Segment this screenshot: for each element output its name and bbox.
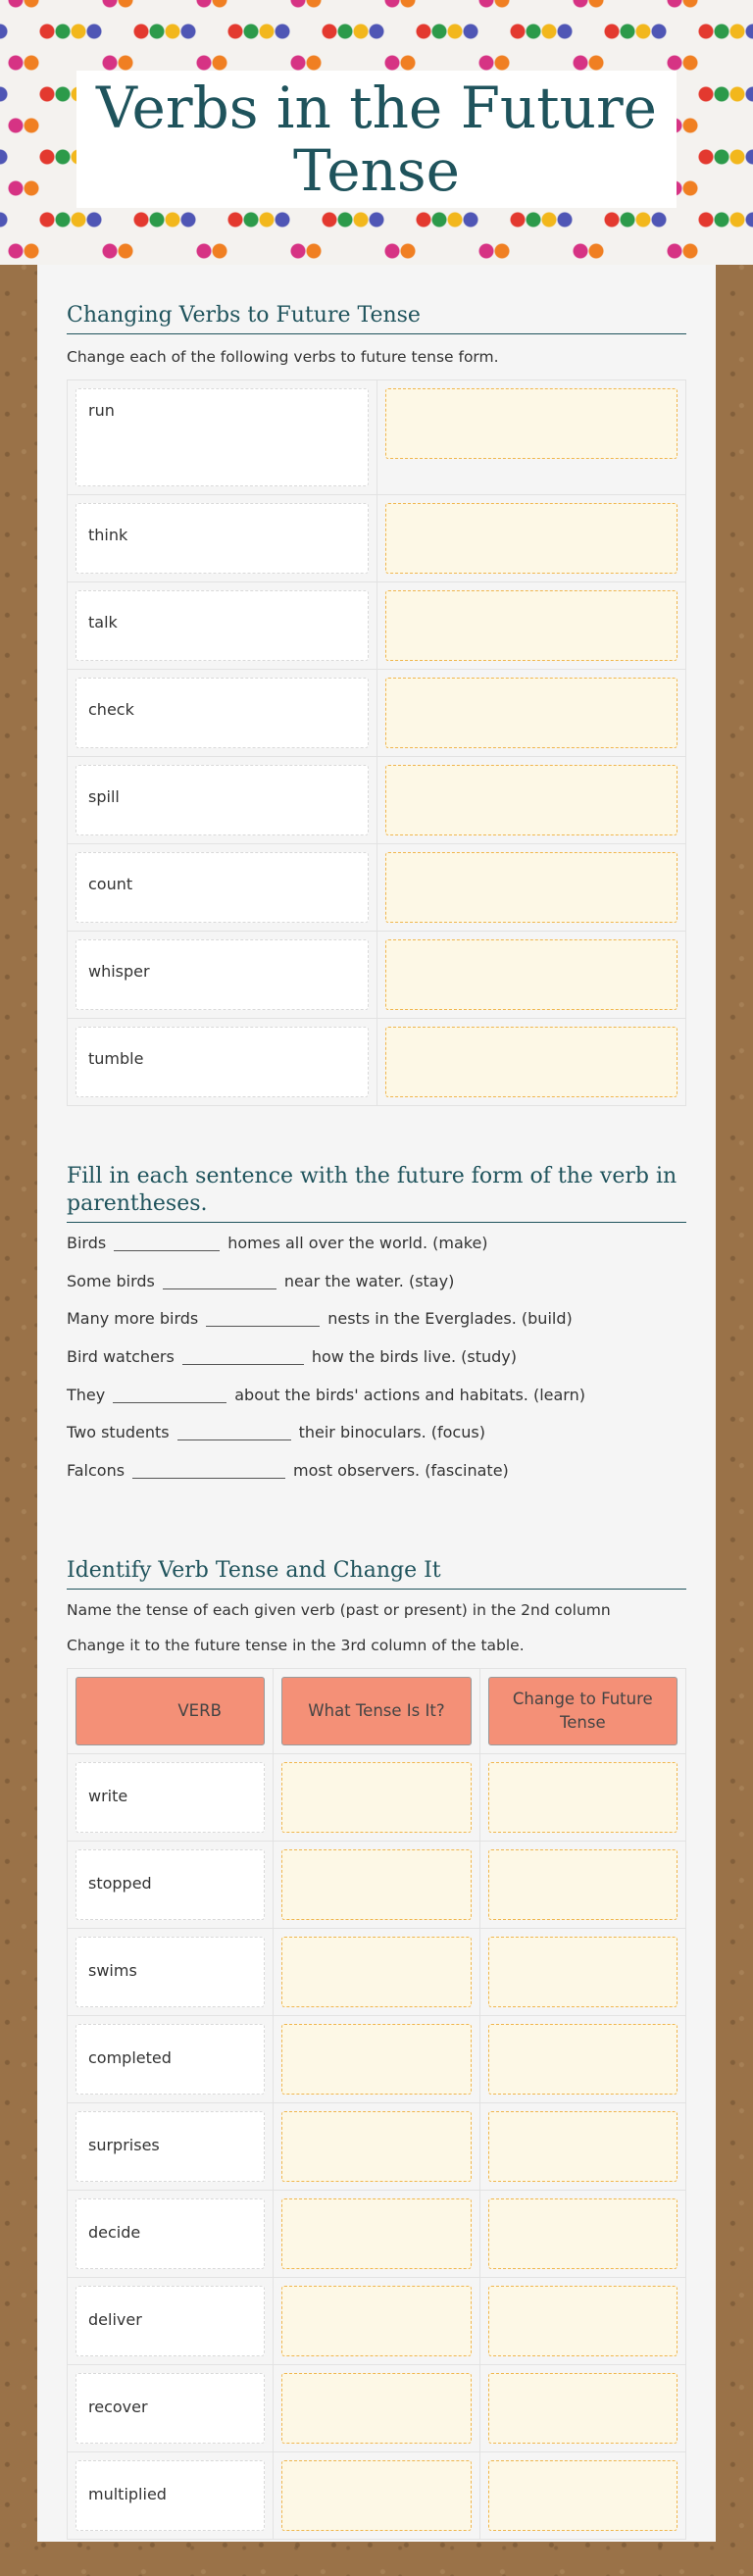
tense-table	[67, 1668, 686, 2540]
answer-field[interactable]	[385, 503, 678, 574]
given-verb: decide	[75, 2198, 265, 2269]
sentence-end: most observers. (fascinate)	[293, 1461, 509, 1481]
sentence-end: how the birds live. (study)	[311, 1347, 517, 1367]
table-row	[68, 2364, 686, 2451]
sentence	[67, 1460, 686, 1498]
tense-answer-field[interactable]	[281, 2198, 471, 2269]
sentence	[67, 1308, 686, 1346]
given-verb: think	[75, 503, 369, 574]
tense-answer-field[interactable]	[281, 1849, 471, 1920]
section-fill-in	[67, 1163, 686, 1498]
page-title: Verbs in the Future Tense	[95, 75, 657, 204]
section-identify-tense	[67, 1557, 686, 2540]
answer-field[interactable]	[385, 678, 678, 748]
given-verb: surprises	[75, 2111, 265, 2182]
sentence	[67, 1271, 686, 1309]
blank-input[interactable]	[177, 1422, 291, 1440]
tense-answer-field[interactable]	[281, 2373, 471, 2444]
column-header-verb: VERB	[75, 1677, 265, 1745]
blank-input[interactable]	[113, 1385, 226, 1403]
blank-input[interactable]	[163, 1271, 276, 1289]
given-verb: stopped	[75, 1849, 265, 1920]
table-row	[68, 2190, 686, 2277]
blank-input[interactable]	[114, 1233, 220, 1251]
sentence-end: nests in the Everglades. (build)	[327, 1309, 573, 1329]
given-verb: whisper	[75, 939, 369, 1010]
table-row	[68, 844, 686, 932]
table-row	[68, 670, 686, 757]
worksheet	[37, 265, 716, 2542]
table-row	[68, 2015, 686, 2102]
sentence-end: near the water. (stay)	[283, 1271, 455, 1290]
answer-field[interactable]	[385, 939, 678, 1010]
given-verb: talk	[75, 590, 369, 661]
table-row	[68, 2277, 686, 2364]
table-row	[68, 1841, 686, 1928]
sentence	[67, 1422, 686, 1460]
answer-field[interactable]	[385, 765, 678, 835]
blank-input[interactable]	[182, 1346, 304, 1365]
section3-heading: Identify Verb Tense and Change It	[67, 1557, 686, 1590]
section-change-verbs	[67, 302, 686, 1106]
sentence	[67, 1385, 686, 1423]
given-verb: swims	[75, 1937, 265, 2007]
table-row	[68, 1928, 686, 2015]
section2-heading: Fill in each sentence with the future form of the verb in parentheses.	[67, 1163, 686, 1223]
table-row	[68, 380, 686, 495]
future-answer-field[interactable]	[488, 1937, 678, 2007]
section3-instruction-1: Name the tense of each given verb (past or present) in the 2nd column	[67, 1600, 611, 1619]
future-answer-field[interactable]	[488, 2198, 678, 2269]
given-verb: check	[75, 678, 369, 748]
sentence-start: Some birds	[67, 1271, 155, 1290]
sentence-end: homes all over the world. (make)	[227, 1234, 488, 1252]
future-answer-field[interactable]	[488, 2111, 678, 2182]
column-header-tense: What Tense Is It?	[281, 1677, 471, 1745]
given-verb: tumble	[75, 1027, 369, 1097]
table-row	[68, 757, 686, 844]
column-header-future: Change to Future Tense	[488, 1677, 678, 1745]
given-verb: completed	[75, 2024, 265, 2095]
sentence	[67, 1233, 686, 1271]
blank-input[interactable]	[206, 1308, 320, 1327]
section1-heading: Changing Verbs to Future Tense	[67, 302, 686, 334]
tense-answer-field[interactable]	[281, 2024, 471, 2095]
sentence-start: Falcons	[67, 1461, 126, 1481]
future-answer-field[interactable]	[488, 1849, 678, 1920]
sentence-start: Birds	[67, 1234, 107, 1252]
future-answer-field[interactable]	[488, 2024, 678, 2095]
table-row	[68, 2451, 686, 2539]
future-answer-field[interactable]	[488, 2286, 678, 2356]
tense-answer-field[interactable]	[281, 2286, 471, 2356]
section1-instruction: Change each of the following verbs to future tense form.	[67, 348, 499, 366]
sentence-start: They	[67, 1385, 106, 1404]
section3-instruction-2: Change it to the future tense in the 3rd column of the table.	[67, 1636, 525, 1654]
given-verb: multiplied	[75, 2460, 265, 2531]
sentence-start: Bird watchers	[67, 1347, 175, 1367]
tense-answer-field[interactable]	[281, 2460, 471, 2531]
blank-input[interactable]	[132, 1460, 285, 1479]
future-answer-field[interactable]	[488, 2373, 678, 2444]
table-row	[68, 495, 686, 582]
future-answer-field[interactable]	[488, 2460, 678, 2531]
tense-answer-field[interactable]	[281, 1762, 471, 1833]
future-answer-field[interactable]	[488, 1762, 678, 1833]
given-verb: count	[75, 852, 369, 923]
sentence-end: their binoculars. (focus)	[298, 1423, 485, 1442]
verb-table	[67, 379, 686, 1106]
answer-field[interactable]	[385, 852, 678, 923]
tense-answer-field[interactable]	[281, 2111, 471, 2182]
answer-field[interactable]	[385, 1027, 678, 1097]
title-box	[76, 71, 677, 208]
table-row	[68, 1019, 686, 1106]
given-verb: spill	[75, 765, 369, 835]
table-row	[68, 932, 686, 1019]
given-verb: write	[75, 1762, 265, 1833]
table-row	[68, 1753, 686, 1841]
sentence-list	[67, 1233, 686, 1498]
sentence-start: Two students	[67, 1423, 170, 1442]
table-row	[68, 582, 686, 670]
dotted-banner	[0, 0, 753, 265]
sentence	[67, 1346, 686, 1385]
answer-field[interactable]	[385, 388, 678, 459]
sentence-start: Many more birds	[67, 1309, 199, 1329]
tense-answer-field[interactable]	[281, 1937, 471, 2007]
given-verb: recover	[75, 2373, 265, 2444]
answer-field[interactable]	[385, 590, 678, 661]
table-row	[68, 2102, 686, 2190]
given-verb: run	[75, 388, 369, 486]
sentence-end: about the birds' actions and habitats. (learn)	[234, 1385, 585, 1404]
given-verb: deliver	[75, 2286, 265, 2356]
table-header-row	[68, 1668, 686, 1753]
